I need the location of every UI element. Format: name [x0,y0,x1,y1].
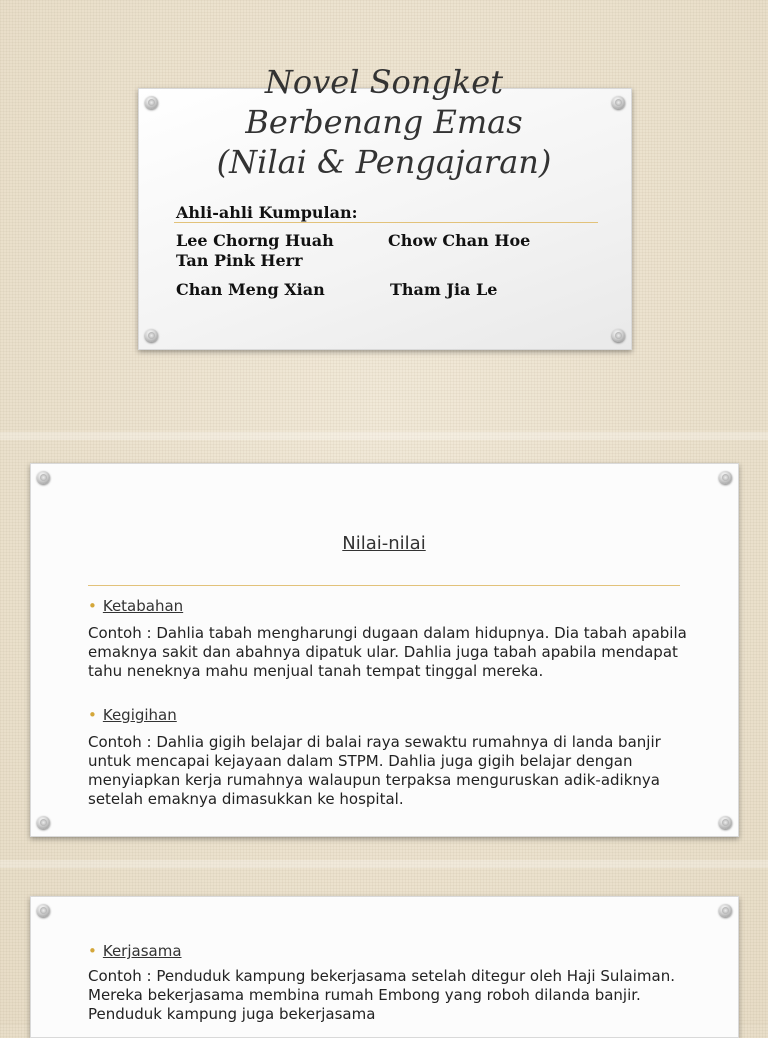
screw-icon [612,329,625,342]
slide-separator [0,432,768,440]
bullet-label: Ketabahan [102,597,184,615]
screw-icon [719,816,732,829]
bullet-icon: • [88,706,97,724]
bullet-item [88,706,177,724]
bullet-label: Kerjasama [102,942,182,960]
screw-icon [37,816,50,829]
example-text: Contoh : Dahlia gigih belajar di balai raya sewaktu rumahnya di landa banjir untuk mencapai kejayaan dalam STPM. Dahlia juga gigih belajar dengan menyiapkan kerja rumahnya walaupun terpaksa menguruskan adik-adiknya setelah emaknya dimasukkan ke hospital. [88,733,661,808]
example-text: Contoh : Penduduk kampung bekerjasama setelah ditegur oleh Haji Sulaiman. Mereka bekerjasama membina rumah Embong yang roboh dilanda banjir. Penduduk kampung juga bekerjasama [88,967,675,1023]
bullet-item [88,597,183,615]
bullet-icon: • [88,942,97,960]
bullet-item [88,942,182,960]
example-text: Contoh : Dahlia tabah mengharungi dugaan dalam hidupnya. Dia tabah apabila emaknya sakit dan abahnya dipatuk ular. Dahlia juga tabah apabila mendapat tahu neneknya mahu menjual tanah tempat tinggal mereka. [88,624,687,680]
presentation-title: Novel Songket Berbenang Emas (Nilai & Pengajaran) [216,63,552,181]
member-name: Tham Jia Le [390,280,498,299]
values-divider [88,585,680,586]
screw-icon [37,471,50,484]
bullet-icon: • [88,597,97,615]
member-name: Tan Pink Herr [176,251,303,270]
member-name: Chow Chan Hoe [388,231,531,250]
screw-icon [37,904,50,917]
values-heading: Nilai-nilai [342,533,426,554]
members-heading: Ahli-ahli Kumpulan: [176,203,358,222]
slide-separator [0,860,768,868]
member-name: Lee Chorng Huah [176,231,334,250]
screw-icon [719,904,732,917]
bullet-label: Kegigihan [102,706,177,724]
screw-icon [719,471,732,484]
title-divider [174,222,598,223]
member-name: Chan Meng Xian [176,280,325,299]
screw-icon [145,329,158,342]
